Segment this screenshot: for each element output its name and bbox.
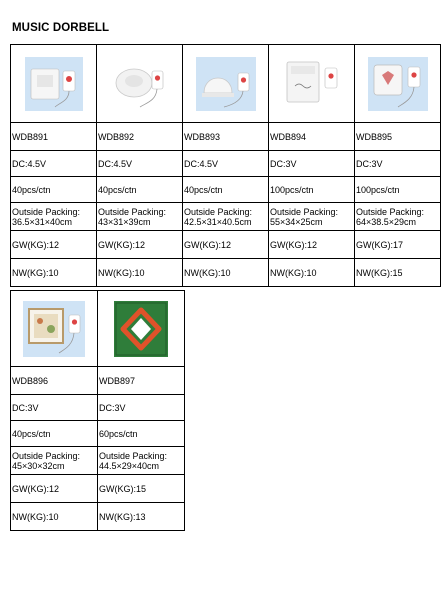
model-cell: WDB892	[97, 123, 183, 151]
product-image-cell	[11, 291, 98, 367]
doorbell-chime-rect-icon	[25, 57, 83, 111]
pcs-cell: 100pcs/ctn	[269, 177, 355, 203]
gw-cell: GW(KG):17	[355, 231, 441, 259]
dc-row	[11, 395, 185, 421]
packing-value: 42.5×31×40.5cm	[184, 216, 252, 227]
doorbell-chime-frame-icon	[23, 301, 85, 357]
packing-value: 64×38.5×29cm	[356, 216, 417, 227]
dc-cell: DC:3V	[269, 151, 355, 177]
packing-cell	[183, 203, 269, 231]
gw-cell: GW(KG):12	[11, 475, 98, 503]
packing-label: Outside Packing:	[12, 450, 81, 461]
pcs-row	[11, 421, 185, 447]
doorbell-chime-round-icon	[110, 57, 170, 111]
packing-value: 43×31×39cm	[98, 216, 151, 227]
nw-row	[11, 259, 441, 287]
model-row	[11, 123, 441, 151]
packing-cell	[11, 447, 98, 475]
packing-cell	[355, 203, 441, 231]
pcs-cell: 40pcs/ctn	[97, 177, 183, 203]
gw-row	[11, 231, 441, 259]
nw-cell: NW(KG):10	[183, 259, 269, 287]
packing-label: Outside Packing:	[12, 206, 81, 217]
gw-cell: GW(KG):12	[97, 231, 183, 259]
model-cell: WDB894	[269, 123, 355, 151]
gw-cell: GW(KG):12	[183, 231, 269, 259]
packing-cell	[269, 203, 355, 231]
pcs-cell: 40pcs/ctn	[183, 177, 269, 203]
packing-label: Outside Packing:	[99, 450, 168, 461]
dc-row	[11, 151, 441, 177]
doorbell-chime-square-icon	[368, 57, 428, 111]
pcs-cell: 100pcs/ctn	[355, 177, 441, 203]
model-cell: WDB897	[98, 367, 185, 395]
nw-cell: NW(KG):10	[97, 259, 183, 287]
nw-cell: NW(KG):10	[269, 259, 355, 287]
product-image-cell	[269, 45, 355, 123]
nw-cell: NW(KG):10	[11, 503, 98, 531]
page-title: MUSIC DORBELL	[12, 22, 110, 34]
gw-row	[11, 475, 185, 503]
pcs-cell: 40pcs/ctn	[11, 177, 97, 203]
gw-cell: GW(KG):12	[11, 231, 97, 259]
product-image-cell	[97, 45, 183, 123]
packing-cell	[98, 447, 185, 475]
model-cell: WDB891	[11, 123, 97, 151]
nw-cell: NW(KG):10	[11, 259, 97, 287]
pcs-cell: 60pcs/ctn	[98, 421, 185, 447]
model-cell: WDB896	[11, 367, 98, 395]
product-image-cell	[11, 45, 97, 123]
nw-cell: NW(KG):13	[98, 503, 185, 531]
packing-row	[11, 203, 441, 231]
packing-label: Outside Packing:	[270, 206, 339, 217]
model-cell: WDB895	[355, 123, 441, 151]
product-image-cell	[183, 45, 269, 123]
model-row	[11, 367, 185, 395]
model-cell: WDB893	[183, 123, 269, 151]
product-image-cell	[98, 291, 185, 367]
image-row	[11, 291, 185, 367]
packing-value: 36.5×31×40cm	[12, 216, 73, 227]
nw-cell: NW(KG):15	[355, 259, 441, 287]
packing-row	[11, 447, 185, 475]
packing-label: Outside Packing:	[356, 206, 425, 217]
product-image-cell	[355, 45, 441, 123]
packing-value: 55×34×25cm	[270, 216, 323, 227]
pcs-row	[11, 177, 441, 203]
nw-row	[11, 503, 185, 531]
packing-cell	[11, 203, 97, 231]
product-table-2	[10, 290, 185, 531]
product-table-1	[10, 44, 441, 287]
packing-label: Outside Packing:	[184, 206, 253, 217]
dc-cell: DC:3V	[355, 151, 441, 177]
dc-cell: DC:4.5V	[183, 151, 269, 177]
doorbell-chime-dome-icon	[196, 57, 256, 111]
packing-value: 45×30×32cm	[12, 460, 65, 471]
packing-label: Outside Packing:	[98, 206, 167, 217]
doorbell-chime-panel-icon	[281, 56, 343, 112]
pcs-cell: 40pcs/ctn	[11, 421, 98, 447]
dc-cell: DC:3V	[98, 395, 185, 421]
doorbell-chime-green-diamond-icon	[114, 301, 168, 357]
packing-value: 44.5×29×40cm	[99, 460, 160, 471]
gw-cell: GW(KG):12	[269, 231, 355, 259]
gw-cell: GW(KG):15	[98, 475, 185, 503]
image-row	[11, 45, 441, 123]
dc-cell: DC:4.5V	[11, 151, 97, 177]
dc-cell: DC:3V	[11, 395, 98, 421]
packing-cell	[97, 203, 183, 231]
dc-cell: DC:4.5V	[97, 151, 183, 177]
